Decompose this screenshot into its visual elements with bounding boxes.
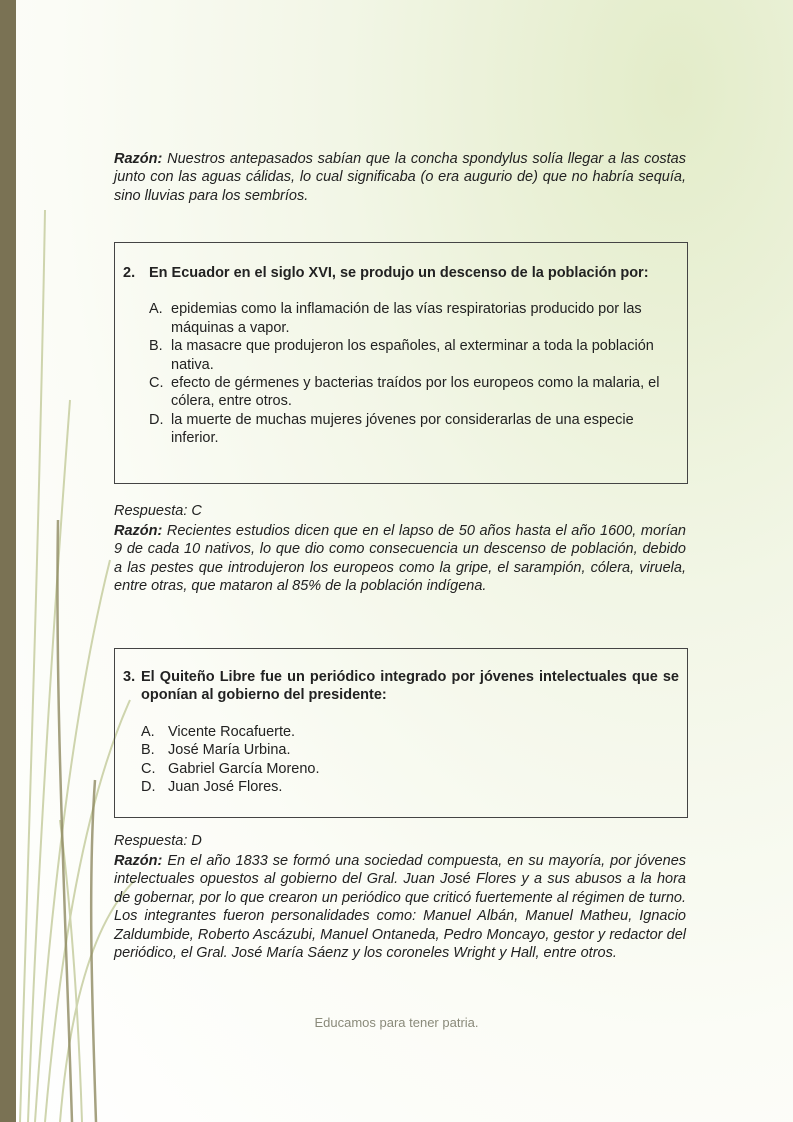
answer-2: Respuesta: C bbox=[114, 503, 202, 519]
question-2-box bbox=[114, 242, 688, 484]
grass-blade bbox=[28, 400, 70, 1122]
question-3-options bbox=[123, 723, 679, 797]
grass-stem bbox=[91, 780, 96, 1122]
left-sidebar-bar bbox=[0, 0, 16, 1122]
reason-label: Razón: bbox=[114, 853, 163, 869]
option-a: A. Vicente Rocafuerte. bbox=[141, 723, 296, 740]
option-b: B. José María Urbina. bbox=[141, 742, 291, 759]
option-d: D. la muerte de muchas mujeres jóvenes por considerarlas de una especie inferior. bbox=[149, 411, 634, 447]
question-2-title bbox=[123, 264, 679, 282]
reason-text: Recientes estudios dicen que en el lapso de 50 años hasta el año 1600, morían 9 de cada 10 nativos, lo que dio como consecuencia un descenso de población, debido a las pestes que introdujeron los europeos como la gripe, el sarampión, cólera, viruela, entre otras, que mataron al 85% de la población indígena. bbox=[114, 523, 686, 595]
option-d: D. Juan José Flores. bbox=[141, 779, 283, 796]
reason-label: Razón: bbox=[114, 523, 163, 539]
question-text: En Ecuador en el siglo XVI, se produjo un descenso de la población por: bbox=[149, 265, 649, 281]
question-3-box bbox=[114, 648, 688, 818]
reason-text: En el año 1833 se formó una sociedad compuesta, en su mayoría, por jóvenes intelectuales opuestos al gobierno del Gral. Juan José Flores y a sus abusos a la hora de gobernar, por lo que crearon un periódico que criticó fuertemente al régimen de turno. Los integrantes fueron personalidades como: Manuel Albán, Manuel Matheu, Ignacio Zaldumbide, Roberto Ascázubi, Manuel Ontaneda, Pedro Moncayo, gestor y redactor del periódico, el Gral. José María Sáenz y los coroneles Wright y Hall, entre otros. bbox=[114, 853, 687, 962]
reason-3 bbox=[114, 852, 686, 962]
question-number: 3. bbox=[123, 669, 136, 685]
question-number: 2. bbox=[123, 265, 136, 281]
page-footer: Educamos para tener patria. bbox=[314, 1015, 479, 1030]
grass-stem bbox=[57, 520, 72, 1122]
question-3-title bbox=[123, 668, 679, 705]
question-text: El Quiteño Libre fue un periódico integrado por jóvenes intelectuales que se oponían al gobierno del presidente: bbox=[141, 669, 679, 704]
intro-reason bbox=[114, 150, 686, 205]
reason-text: Nuestros antepasados sabían que la concha spondylus solía llegar a las costas junto con las aguas cálidas, lo cual significaba (o era augurio de) que no habría sequía, sino lluvias para los sembríos. bbox=[114, 151, 686, 204]
option-c: C. efecto de gérmenes y bacterias traídos por los europeos como la malaria, el cólera, entre otros. bbox=[149, 375, 660, 410]
grass-blade bbox=[35, 560, 110, 1122]
option-c: C. Gabriel García Moreno. bbox=[141, 760, 320, 777]
grass-blade bbox=[60, 820, 82, 1122]
option-a: A. epidemias como la inflamación de las vías respiratorias producido por las máquinas a vapor. bbox=[149, 301, 642, 336]
reason-2 bbox=[114, 522, 686, 596]
question-2-options bbox=[123, 300, 679, 447]
option-b: B. la masacre que produjeron los españoles, al exterminar a toda la población nativa. bbox=[149, 338, 654, 373]
answer-3: Respuesta: D bbox=[114, 833, 202, 849]
grass-blade bbox=[20, 210, 45, 1122]
reason-label: Razón: bbox=[114, 151, 163, 167]
